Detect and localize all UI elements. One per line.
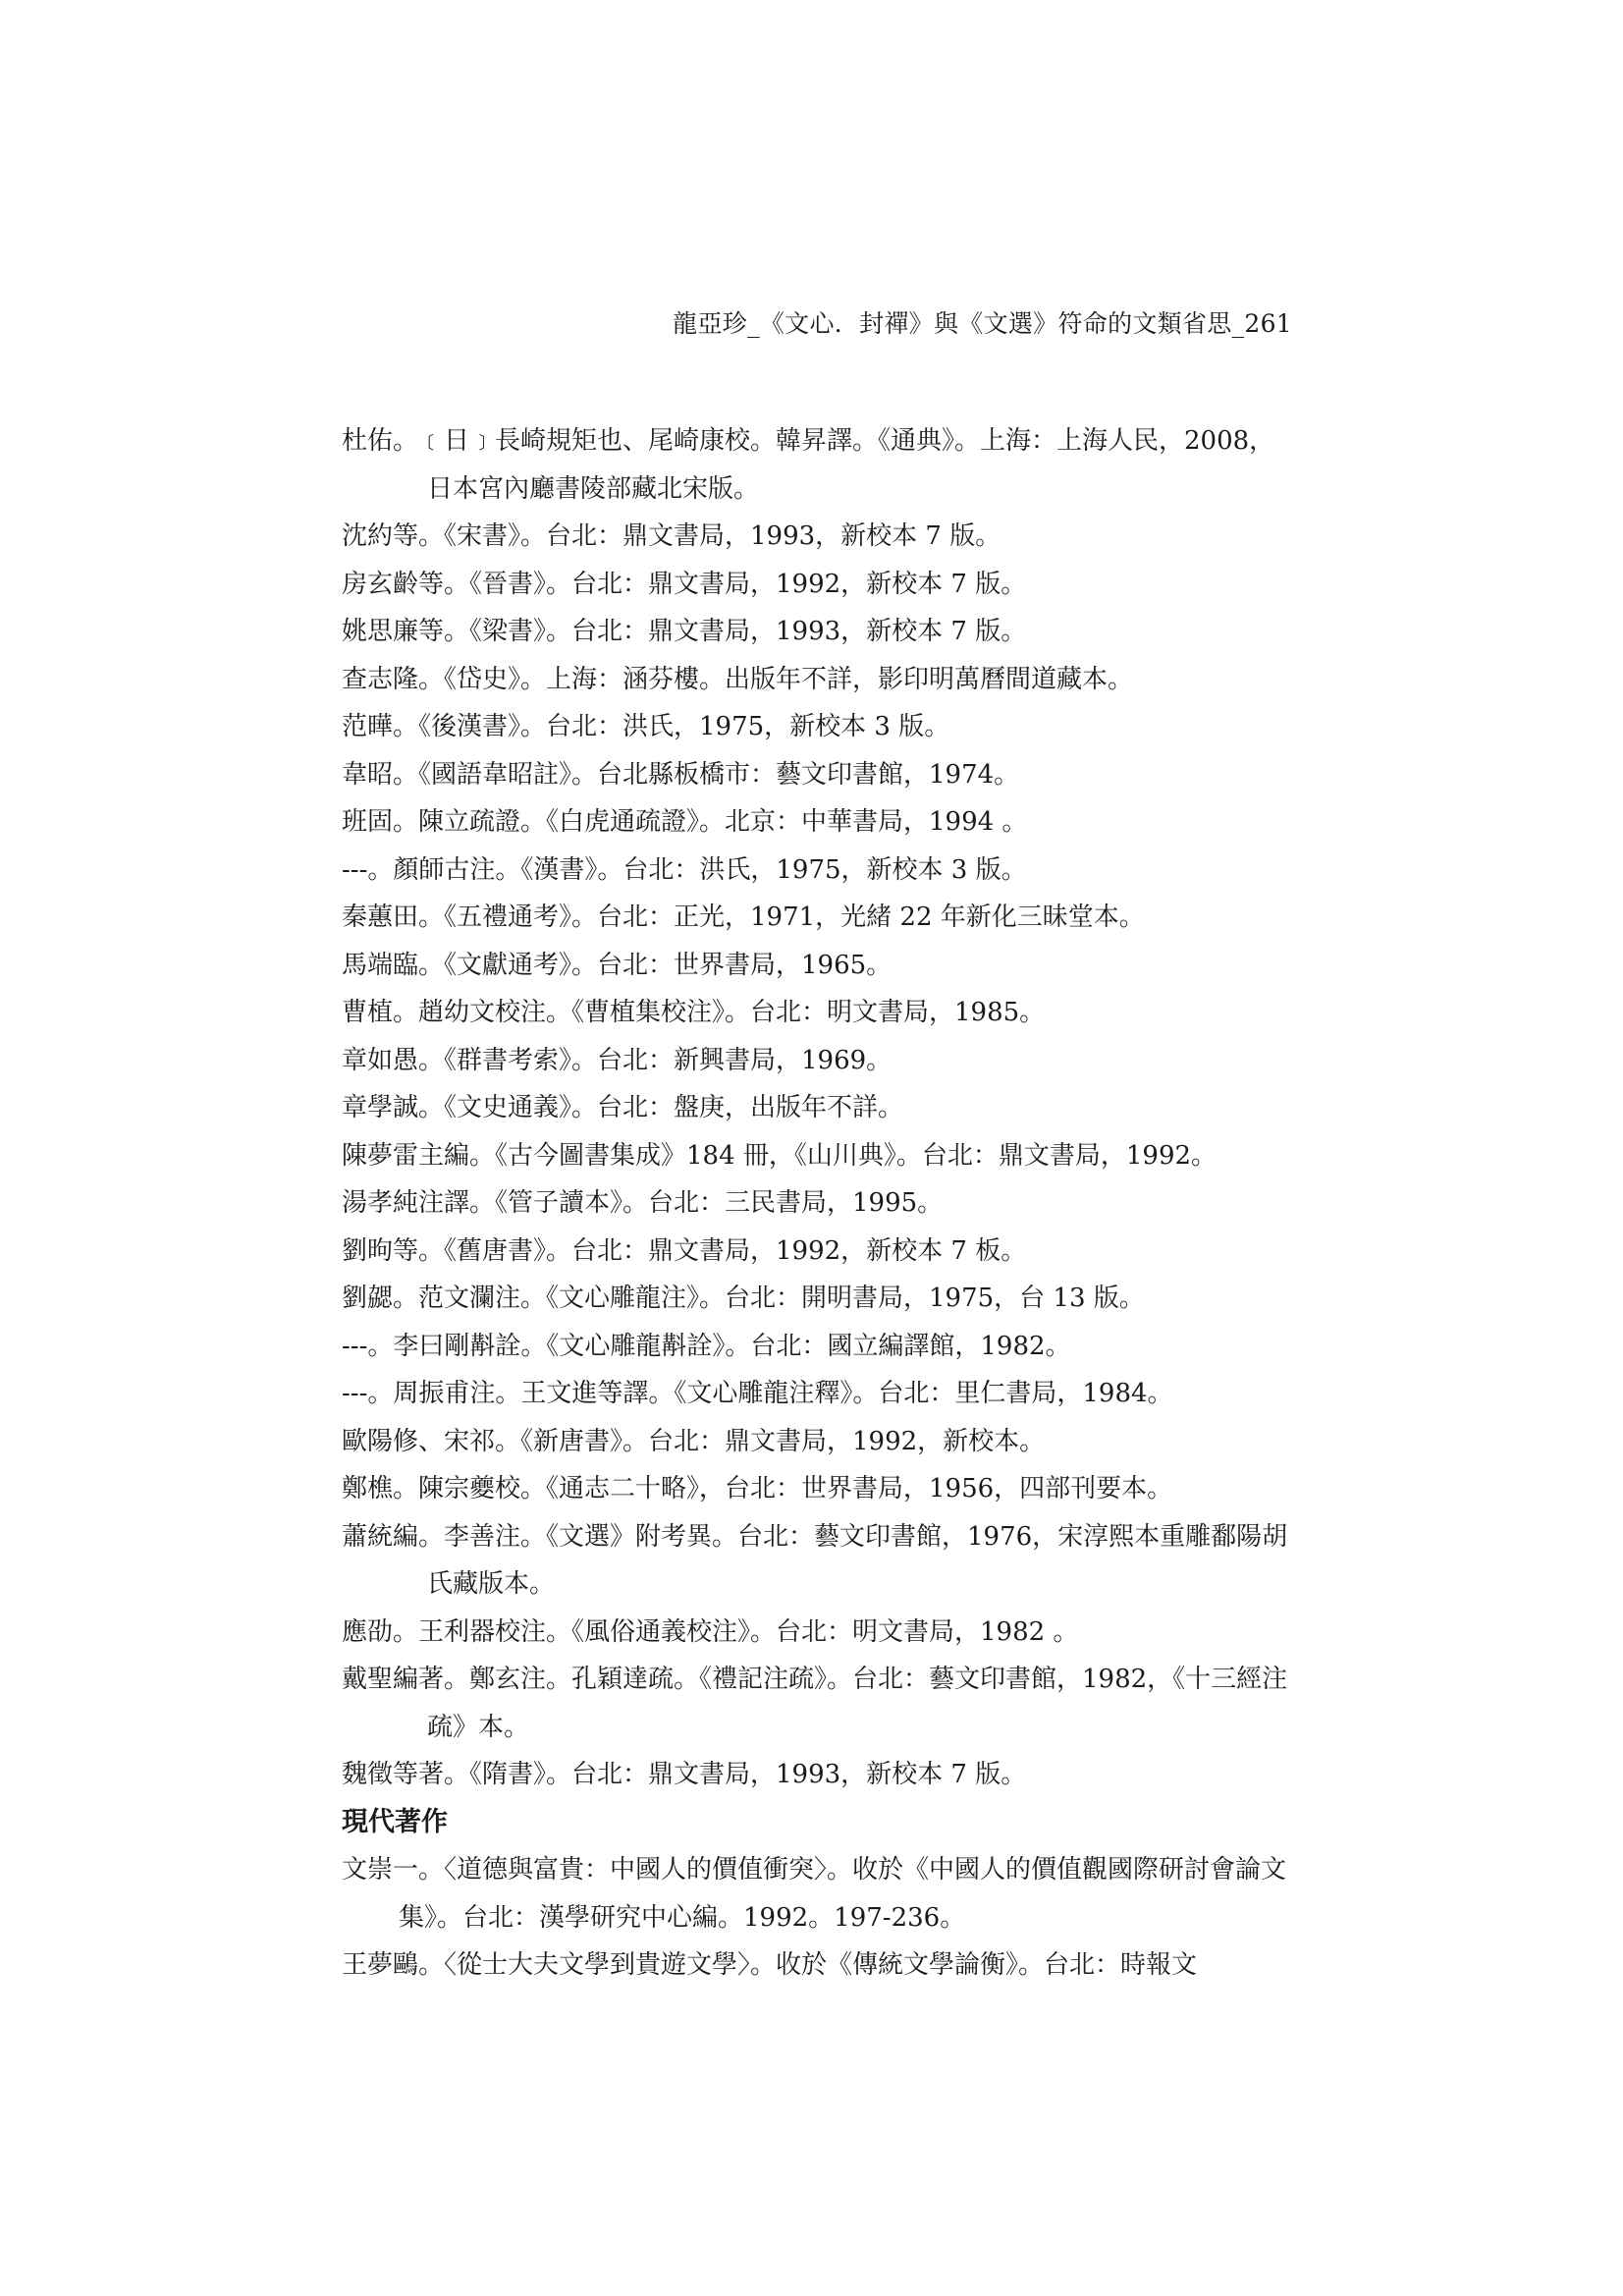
bib-entry: 湯孝純注譯。《管子讀本》。台北：三民書局，1995。 bbox=[342, 1188, 944, 1218]
bib-entry: 王夢鷗。〈從士大夫文學到貴遊文學〉。收於《傳統文學論衡》。台北：時報文 bbox=[342, 1950, 1198, 1980]
classical-works-list bbox=[342, 417, 1294, 1799]
bib-entry: ---。李曰剛斠詮。《文心雕龍斠詮》。台北：國立編譯館，1982。 bbox=[342, 1331, 1071, 1361]
bib-entry: 杜佑。﹝日﹞長崎規矩也、尾崎康校。韓昇譯。《通典》。上海：上海人民，2008，日本宮內廳書陵部藏北宋版。 bbox=[342, 426, 1275, 504]
bib-entry: 馬端臨。《文獻通考》。台北：世界書局，1965。 bbox=[342, 950, 893, 980]
bib-entry: 文崇一。〈道德與富貴：中國人的價值衝突〉。收於《中國人的價值觀國際研討會論文集》。台北：漢學研究中心編。1992。197-236。 bbox=[342, 1855, 1287, 1933]
bibliography bbox=[342, 417, 1294, 1990]
bib-entry: 劉昫等。《舊唐書》。台北：鼎文書局，1992，新校本 7 板。 bbox=[342, 1235, 1027, 1266]
modern-works-list bbox=[342, 1846, 1294, 1990]
bib-entry: 查志隆。《岱史》。上海：涵芬樓。出版年不詳，影印明萬曆間道藏本。 bbox=[342, 664, 1134, 694]
bib-entry: 章如愚。《群書考索》。台北：新興書局，1969。 bbox=[342, 1045, 893, 1075]
bib-entry: 秦蕙田。《五禮通考》。台北：正光，1971，光緒 22 年新化三昧堂本。 bbox=[342, 902, 1145, 932]
bib-entry: 曹植。趙幼文校注。《曹植集校注》。台北：明文書局，1985。 bbox=[342, 998, 1046, 1027]
bib-entry: 戴聖編著。鄭玄注。孔穎達疏。《禮記注疏》。台北：藝文印書館，1982，《十三經注疏》本。 bbox=[342, 1665, 1288, 1742]
bib-entry: ---。顏師古注。《漢書》。台北：洪氏，1975，新校本 3 版。 bbox=[342, 854, 1027, 885]
bib-entry: 姚思廉等。《梁書》。台北：鼎文書局，1993，新校本 7 版。 bbox=[342, 617, 1027, 646]
bib-entry: 歐陽修、宋祁。《新唐書》。台北：鼎文書局，1992，新校本。 bbox=[342, 1426, 1046, 1456]
bib-entry: 應劭。王利器校注。《風俗通義校注》。台北：明文書局，1982 。 bbox=[342, 1616, 1079, 1647]
bib-entry: ---。周振甫注。王文進等譯。《文心雕龍注釋》。台北：里仁書局，1984。 bbox=[342, 1379, 1173, 1408]
bib-entry: 韋昭。《國語韋昭註》。台北縣板橋市：藝文印書館，1974。 bbox=[342, 759, 1020, 790]
bib-entry: 章學誠。《文史通義》。台北：盤庚，出版年不詳。 bbox=[342, 1093, 904, 1122]
section-heading-modern-works: 現代著作 bbox=[342, 1806, 448, 1837]
running-header: 龍亞珍_《文心．封禪》與《文選》符命的文類省思_261 bbox=[673, 309, 1292, 338]
bib-entry: 鄭樵。陳宗夔校。《通志二十略》，台北：世界書局，1956，四部刊要本。 bbox=[342, 1474, 1173, 1503]
bib-entry: 蕭統編。李善注。《文選》附考異。台北：藝文印書館，1976，宋淳熙本重雕鄱陽胡氏藏版本。 bbox=[342, 1521, 1288, 1599]
bib-entry: 房玄齡等。《晉書》。台北：鼎文書局，1992，新校本 7 版。 bbox=[342, 569, 1027, 599]
bib-entry: 范曄。《後漢書》。台北：洪氏，1975，新校本 3 版。 bbox=[342, 712, 950, 741]
bib-entry: 沈約等。《宋書》。台北：鼎文書局，1993，新校本 7 版。 bbox=[342, 521, 1001, 551]
bib-entry: 魏徵等著。《隋書》。台北：鼎文書局，1993，新校本 7 版。 bbox=[342, 1760, 1027, 1789]
bib-entry: 班固。陳立疏證。《白虎通疏證》。北京：中華書局，1994 。 bbox=[342, 807, 1028, 837]
bib-entry: 陳夢雷主編。《古今圖書集成》184 冊，《山川典》。台北：鼎文書局，1992。 bbox=[342, 1140, 1217, 1171]
bib-entry: 劉勰。范文瀾注。《文心雕龍注》。台北：開明書局，1975，台 13 版。 bbox=[342, 1284, 1145, 1313]
